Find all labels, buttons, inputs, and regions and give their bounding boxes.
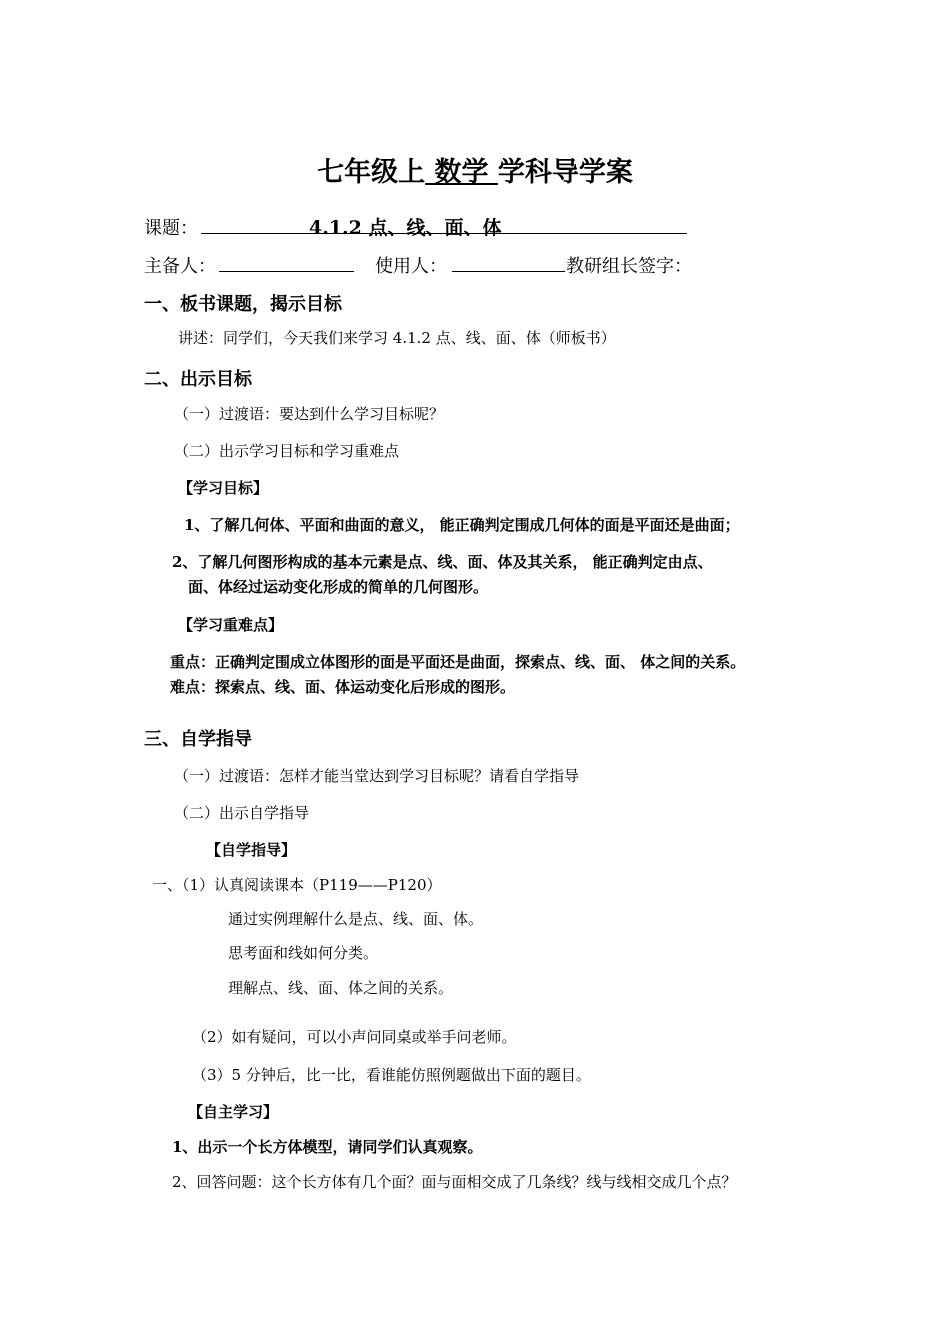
topic-label: 课题： [144,218,198,239]
key-point-text: 正确判定围成立体图形的面是平面还是曲面，探索点、线、面、 体之间的关系。 [215,653,746,671]
goal-2-line1: 2、了解几何图形构成的基本元素是点、线、面、体及其关系， 能正确判定由点、 [172,553,713,571]
section2-show-goals: （二）出示学习目标和学习重难点 [174,442,400,460]
section3-show-guide: （二）出示自学指导 [174,804,310,822]
question-2: 2、回答问题：这个长方体有几个面？面与面相交成了几条线？线与线相交成几个点？ [172,1173,737,1191]
title-suffix: 学科导学案 [497,157,633,188]
guide-sub-2: 思考面和线如何分类。 [228,944,379,962]
key-points-header: 【学习重难点】 [178,616,284,634]
key-point [170,651,745,672]
topic-value: 4.1.2 点、线、面、体 [309,217,502,239]
section3-heading: 三、自学指导 [144,729,252,750]
guide-item-2: （2）如有疑问，可以小声问同桌或举手问老师。 [192,1028,517,1046]
user-field [452,271,565,272]
question-1: 1、出示一个长方体模型，请同学们认真观察。 [172,1138,483,1156]
guide-sub-1: 通过实例理解什么是点、线、面、体。 [228,910,484,928]
title-grade: 七年级上 [317,157,426,188]
title-subject: 数学 [425,157,498,188]
section1-heading: 一、板书课题，揭示目标 [144,294,342,315]
goal-2-line2: 面、体经过运动变化形成的简单的几何图形。 [188,578,489,596]
section2-heading: 二、出示目标 [144,369,252,390]
guide-header: 【自学指导】 [206,841,297,859]
section3-transition: （一）过渡语：怎样才能当堂达到学习目标呢？请看自学指导 [174,767,580,785]
section2-transition: （一）过渡语：要达到什么学习目标呢？ [174,405,445,423]
guide-sub-3: 理解点、线、面、体之间的关系。 [228,979,454,997]
section1-text: 讲述：同学们，今天我们来学习 4.1.2 点、线、面、体（师板书） [178,329,616,347]
user-label: 使用人： [375,256,447,277]
preparer-field [219,271,354,272]
difficult-point-text: 探索点、线、面、体运动变化后形成的图形。 [215,678,516,696]
self-study-header: 【自主学习】 [188,1103,279,1121]
guide-item-3: （3）5 分钟后，比一比，看谁能仿照例题做出下面的题目。 [192,1066,591,1084]
guide-item-1: 一、（1）认真阅读课本（P119——P120） [152,876,442,894]
leader-signature-label: 教研组长签字： [566,256,692,277]
key-point-label: 重点： [170,653,216,671]
page-title [0,150,950,189]
preparer-label: 主备人： [144,256,216,277]
goal-1: 1、了解几何体、平面和曲面的意义， 能正确判定围成几何体的面是平面还是曲面； [184,516,740,534]
difficult-point [170,676,515,697]
goals-header: 【学习目标】 [178,479,269,497]
difficult-point-label: 难点： [170,678,216,696]
